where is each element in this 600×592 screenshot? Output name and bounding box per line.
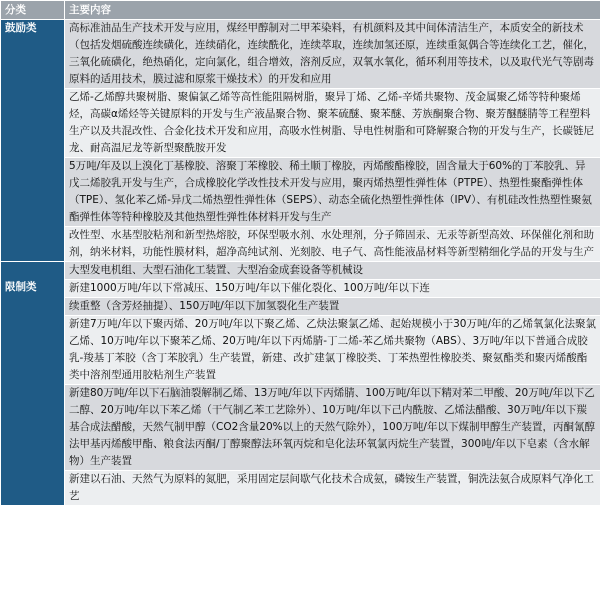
content-cell: 高标准油品生产技术开发与应用，煤经甲醇制对二甲苯染料，有机颜料及其中间体清洁生产，本质安全的新技术（包括发烟硫酸连续磺化，连续硝化，连续酰化，连续萃取，连续加氢还原，连续重氮偶合等连续化工艺，催化，三氧化硫磺化，绝热硝化，定向氯化，组合增效，溶剂反应，双氧水氧化，循环利用等技术，以及取代光气等剧毒原料的适用技术，膜过滤和原浆干燥技术）的开发和应用 [65,20,600,89]
category-encouraged: 鼓励类 [1,20,65,262]
table-row [1,385,600,471]
content-cell: 乙烯-乙烯醇共聚树脂、聚偏氯乙烯等高性能阻隔树脂，聚异丁烯、乙烯-辛烯共聚物、茂金属聚乙烯等特种聚烯烃，高碳α烯烃等关键原料的开发与生产液晶聚合物、聚苯硫醚、聚苯醚、芳族酮聚合物、聚芳醚醚腈等工程塑料生产以及共混改性、合金化技术开发和应用，高吸水性树脂、导电性树脂和可降解聚合物的开发与生产，长碳链尼龙、耐高温尼龙等新型聚酰胺开发 [65,89,600,158]
table-row [1,227,600,262]
table-row [1,471,600,506]
content-cell: 新建1000万吨/年以下常减压、150万吨/年以下催化裂化、100万吨/年以下连 [65,280,600,298]
content-cell: 新建以石油、天然气为原料的氮肥，采用固定层间歇气化技术合成氨，磷铵生产装置，铜洗法氨合成原料气净化工艺 [65,471,600,506]
table-row [1,280,600,298]
header-content: 主要内容 [65,1,600,20]
table-row [1,158,600,227]
category-restricted: 限制类 [1,262,65,506]
content-cell: 大型发电机组、大型石油化工装置、大型冶金成套设备等机械设 [65,262,600,280]
table-row [1,316,600,385]
table-row [1,298,600,316]
table-header-row [1,1,600,20]
content-cell: 新建7万吨/年以下聚丙烯、20万吨/年以下聚乙烯、乙炔法聚氯乙烯、起始规模小于30万吨/年的乙烯氧氯化法聚氯乙烯、10万吨/年以下聚苯乙烯、20万吨/年以下丙烯腈-丁二烯-苯乙烯共聚物（ABS）、3万吨/年以下普通合成胶乳-羧基丁苯胶（含丁苯胶乳）生产装置，新建、改扩建氯丁橡胶类、丁苯热塑性橡胶类、聚氨酯类和聚丙烯酸酯类中溶剂型通用胶粘剂生产装置 [65,316,600,385]
content-cell: 5万吨/年及以上溴化丁基橡胶、溶聚丁苯橡胶、稀土顺丁橡胶，丙烯酸酯橡胶，固含量大于60%的丁苯胶乳、异戊二烯胶乳开发与生产，合成橡胶化学改性技术开发与应用，聚丙烯热塑性弹性体（PTPE）、热塑性聚酯弹性体（TPE）、氢化苯乙烯-异戊二烯热塑性弹性体（SEPS）、动态全硫化热塑性弹性体（IPV）、有机硅改性热塑性聚氨酯弹性体等特种橡胶及其他热塑性弹性体材料开发与生产 [65,158,600,227]
content-cell: 改性型、水基型胶粘剂和新型热熔胶，环保型吸水剂、水处理剂，分子筛固汞、无汞等新型高效、环保催化剂和助剂，纳米材料，功能性膜材料，超净高纯试剂、光刻胶、电子气、高性能液晶材料等新型精细化学品的开发与生产 [65,227,600,262]
content-cell: 续重整（含芳烃抽提）、150万吨/年以下加氢裂化生产装置 [65,298,600,316]
header-category: 分类 [1,1,65,20]
table-row [1,89,600,158]
table-row [1,262,600,280]
table-row [1,20,600,89]
content-cell: 新建80万吨/年以下石脑油裂解制乙烯、13万吨/年以下丙烯腈、100万吨/年以下精对苯二甲酸、20万吨/年以下乙二醇、20万吨/年以下苯乙烯（干气制乙苯工艺除外）、10万吨/年以下己内酰胺、乙烯法醋酸、30万吨/年以下羰基合成法醋酸，天然气制甲醇（CO2含量20%以上的天然气除外），100万吨/年以下煤制甲醇生产装置，丙酮氰醇法甲基丙烯酸甲酯、粮食法丙酮/丁醇聚醇法环氧丙烷和皂化法环氧氯丙烷生产装置，300吨/年以下皂素（含水解物）生产装置 [65,385,600,471]
